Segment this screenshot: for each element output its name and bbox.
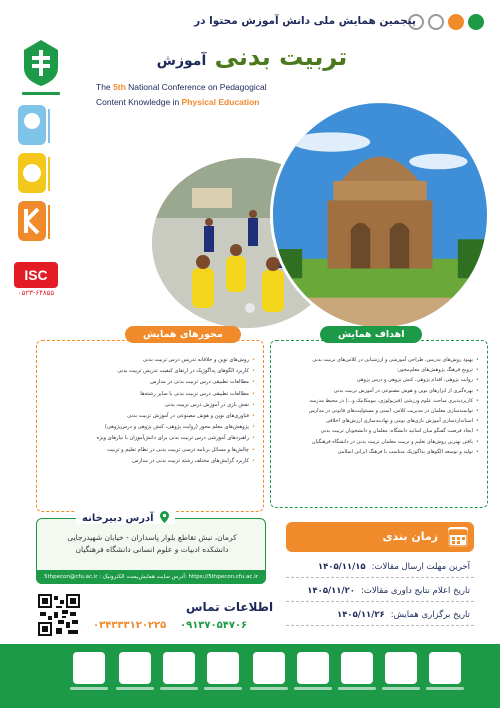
sponsor-logo-icon — [116, 652, 154, 700]
list-item: • نقش بازی در آموزش درس تربیت بدنی — [43, 400, 255, 411]
address-heading — [76, 511, 175, 524]
email-link[interactable]: 5thpecon@cfu.ac.ir : پست الکترونیک — [44, 574, 139, 580]
schedule-row-event — [286, 604, 474, 626]
en-title-part: Content Knowledge in — [96, 97, 182, 107]
phone-number-mobile[interactable]: ۰۹۱۳۷۰۵۴۷۰۶ — [180, 620, 248, 631]
contact-heading: اطلاعات تماس — [186, 600, 274, 614]
calendar-icon — [448, 527, 468, 547]
sponsor-logo-icon — [294, 652, 332, 700]
list-item: • ایجاد فرصت گفتگو میان اساتید دانشگاه، معلمان و دانشجویان تربیت بدنی — [277, 426, 479, 436]
sponsor-logo-icon — [70, 652, 108, 700]
list-item: • مطالعات تطبیقی درس تربیت بدنی در مدارس — [43, 377, 255, 388]
goals-list — [271, 341, 487, 461]
list-item: • فناوری‌های نوین و هوش مصنوعی در آموزش تربیت بدنی — [43, 411, 255, 422]
list-item: • بهره‌گیری از ابزارهای نوین و هوش مصنوعی در آموزش تربیت بدنی — [277, 386, 479, 396]
list-item: • کاربردپذیری مباحث علوم ورزشی (فیزیولوژی، بیومکانیک و...) در محیط مدرسه — [277, 396, 479, 406]
schedule-label: آخرین مهلت ارسال مقالات: — [371, 561, 470, 572]
address-line: دانشکده ادبیات و علوم انسانی دانشگاه فرهنگیان — [75, 545, 229, 554]
list-item: • راهبردهای آموزشی درس تربیت بدنی برای دانش‌آموزان با نیازهای ویژه — [43, 433, 255, 444]
conference-main-title — [150, 43, 350, 71]
white-dot — [428, 14, 444, 30]
english-title — [96, 80, 316, 110]
list-item: • مطالعات تطبیقی درس تربیت بدنی با سایر رشته‌ها — [43, 389, 255, 400]
en-title-part: The — [96, 82, 114, 92]
conference-axes-box — [36, 340, 264, 512]
schedule-date: ۱۴۰۵/۱۱/۱۵ — [317, 561, 366, 572]
pck-logo-icon — [18, 105, 58, 245]
list-item: • ترویج فرهنگ پژوهش‌های معلم‌محور: — [277, 365, 479, 375]
list-item: • توانمندسازی معلمان در مدیریت کلاس، ایمنی و مسئولیت‌های قانونی در مدارس — [277, 406, 479, 416]
title-prefix-text: آموزش — [156, 53, 207, 69]
sponsor-logo-icon — [160, 652, 198, 700]
sponsor-logo-icon — [204, 652, 242, 700]
phone-number-landline[interactable]: ۰۳۴۳۳۳۱۲۰۲۲۵ — [93, 620, 167, 631]
list-item: • تولید و توسعه الگوهای پداگوژیک متناسب با فرهنگ ایرانی اسلامی — [277, 447, 479, 457]
qr-code-icon[interactable] — [38, 594, 80, 636]
schedule-date: ۱۴۰۵/۱۱/۲۰ — [307, 585, 355, 596]
list-item: • پژوهش‌های معلم محور (روایت پژوهی، کنش پژوهی و درس‌پژوهی) — [43, 422, 255, 433]
schedule-label: تاریخ اعلام نتایج داوری مقالات: — [360, 585, 470, 596]
en-title-edition: 5th — [113, 82, 126, 92]
list-item: • کاربرد الگوهای پداگوژیک در ارتقای کیفیت تدریس تربیت بدنی — [43, 366, 255, 377]
schedule-row-deadline — [286, 556, 474, 578]
historic-dome-photo — [270, 100, 490, 330]
isc-logo: ISC — [14, 262, 58, 288]
address-line: کرمان، نبش تقاطع بلوار پاسداران - خیابان شهیدرجایی — [67, 533, 237, 542]
title-main-text: تربیت بدنی — [214, 43, 348, 71]
conference-edition-title: پنجمین همایش ملی دانش آموزش محتوا در — [194, 15, 416, 27]
schedule-header — [286, 522, 474, 552]
schedule-date: ۱۴۰۵/۱۱/۲۶ — [337, 609, 385, 620]
list-item: • یافتن بهترین روش‌های تعلیم و تربیت معلمان تربیت بدنی در دانشگاه فرهنگیان — [277, 437, 479, 447]
axes-heading: محورهای همایش — [125, 326, 241, 343]
address-links-bar — [36, 570, 266, 584]
isc-code: ۰۵۲۳-۶۴۸۵۵ — [17, 289, 55, 297]
university-logo-icon — [20, 38, 62, 100]
sponsor-logo-icon — [250, 652, 288, 700]
list-item: • چالش‌ها و مسائل برنامه درسی تربیت بدنی در نظام تعلیم و تربیت — [43, 445, 255, 456]
en-title-field: Physical Education — [181, 97, 260, 107]
website-link[interactable]: آدرس سایت همایش: https://5thpecon.cfu.ac.ir — [138, 574, 258, 580]
schedule-label: تاریخ برگزاری همایش: — [390, 609, 470, 620]
goals-heading: اهداف همایش — [320, 326, 422, 343]
axes-list — [37, 341, 263, 471]
schedule-title: زمان بندی — [382, 530, 438, 543]
sponsor-logo-icon — [382, 652, 420, 700]
sponsor-logo-icon — [338, 652, 376, 700]
list-item: • بهبود روش‌های تدریس، طراحی آموزشی و ارزشیابی در کلاس‌های تربیت بدنی — [277, 355, 479, 365]
location-pin-icon — [160, 511, 169, 523]
conference-goals-box — [270, 340, 488, 508]
list-item: • کاربرد گرایش‌های مختلف رشته تربیت بدنی در مدارس — [43, 456, 255, 467]
list-item: • روش‌های نوین و خلاقانه تدریس درس تربیت بدنی — [43, 355, 255, 366]
green-dot — [468, 14, 484, 30]
orange-dot — [448, 14, 464, 30]
list-item: • روایت پژوهی، اقدام پژوهی، کنش پژوهی و درس پژوهی — [277, 375, 479, 385]
list-item: • استانداردسازی آموزش بازی‌های بومی و نهادینه‌سازی ارزش‌های اخلاقی — [277, 416, 479, 426]
address-text — [44, 532, 260, 556]
decorative-dots — [408, 14, 484, 30]
address-title-text: آدرس دبیرخانه — [82, 513, 154, 524]
sponsor-logo-icon — [426, 652, 464, 700]
en-title-part: National Conference on Pedagogical — [125, 82, 267, 92]
schedule-row-review — [286, 580, 474, 602]
